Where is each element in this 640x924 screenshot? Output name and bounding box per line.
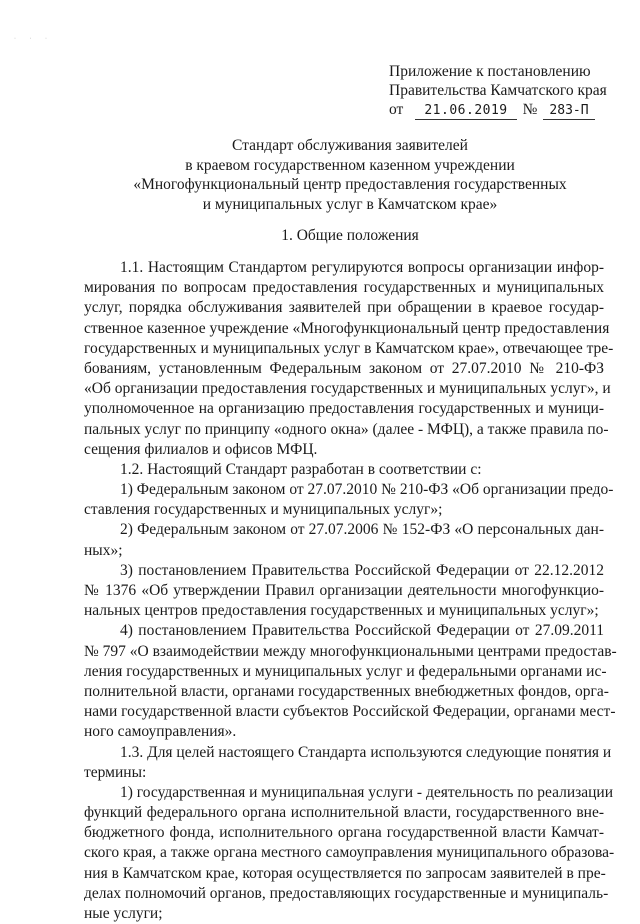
title-line-1: Стандарт обслуживания заявителей <box>232 137 468 154</box>
body-line: № 797 «О взаимодействии между многофункциональными центрами предостав- <box>84 642 617 660</box>
body-line: 4) постановлением Правительства Российской Федерации от 27.09.2011 <box>120 622 604 640</box>
body-line: государственных и муниципальных услуг в Камчатском крае», отвечающее тре- <box>84 339 614 357</box>
body-line: ных»; <box>84 541 123 559</box>
title-line-2: в краевом государственном казенном учреждении <box>185 156 515 174</box>
body-line: пальных услуг по принципу «одного окна» (далее - МФЦ), а также правила по- <box>84 420 609 438</box>
body-line: 1) государственная и муниципальная услуги - деятельность по реализации <box>120 783 614 801</box>
appendix-line-1: Приложение к постановлению <box>389 63 591 80</box>
body-line: нальных центров предоставления государственных и муниципальных услуг»; <box>84 602 599 620</box>
scan-artifact: · · · <box>14 36 53 42</box>
title-line-3: «Многофункциональный центр предоставления государственных <box>133 176 567 193</box>
body-line: уполномоченное на организацию предоставления государственных и муници- <box>84 400 604 418</box>
body-line: ского края, а также органа местного самоуправления муниципального образова- <box>84 844 615 862</box>
body-line: «Об организации предоставления государственных и муниципальных услуг», и <box>84 380 611 398</box>
body-line: ного самоуправления». <box>84 723 237 741</box>
title-line-4: и муниципальных услуг в Камчатском крае» <box>202 195 498 213</box>
body-line: термины: <box>84 763 147 781</box>
body-line: полнительной власти, органами государственных внебюджетных фондов, орга- <box>84 682 609 700</box>
date-prefix: от <box>389 101 404 118</box>
body-line: ставления государственных и муниципальных услуг»; <box>84 501 443 519</box>
body-line: 1.3. Для целей настоящего Стандарта используются следующие понятия и <box>120 743 612 761</box>
appendix-header <box>389 62 619 120</box>
number-value: 283-П <box>543 102 595 120</box>
section-heading: 1. Общие положения <box>281 227 419 244</box>
body-line: 3) постановлением Правительства Российской Федерации от 22.12.2012 <box>120 561 604 579</box>
body-line: 2) Федеральным законом от 27.07.2006 № 152-ФЗ «О персональных дан- <box>120 521 604 539</box>
body-line: бованиям, установленным Федеральным законом от 27.07.2010 № 210-ФЗ <box>84 359 604 377</box>
body-line: функций федерального органа исполнительной власти, государственного вне- <box>84 804 604 822</box>
body-line: ления государственных и муниципальных услуг и федеральными органами ис- <box>84 662 607 680</box>
body-line: сещения филиалов и офисов МФЦ. <box>84 440 318 458</box>
body-line: ния в Камчатском крае, которая осуществляется по запросам заявителей в пре- <box>84 864 606 882</box>
appendix-line-2: Правительства Камчатского края <box>389 82 607 99</box>
body-line: № 1376 «Об утверждении Правил организации деятельности многофункцио- <box>84 582 604 599</box>
number-prefix: № <box>522 101 538 118</box>
body-line: мирования по вопросам предоставления государственных и муниципальных <box>84 279 604 297</box>
document-title <box>60 136 640 214</box>
body-line: бюджетного фонда, исполнительного органа государственной власти Камчат- <box>84 824 604 842</box>
date-value: 21.06.2019 <box>415 102 517 120</box>
body-line: 1.2. Настоящий Стандарт разработан в соответствии с: <box>120 460 482 478</box>
body-line: 1.1. Настоящим Стандартом регулируются вопросы организации инфор- <box>120 259 604 276</box>
body-line: нами государственной власти субъектов Российской Федерации, органами мест- <box>84 703 616 721</box>
body-line: делах полномочий органов, предоставляющих государственные и муниципаль- <box>84 884 609 902</box>
body-text <box>84 258 617 924</box>
appendix-date-line <box>389 100 619 120</box>
body-line: ственное казенное учреждение «Многофункциональный центр предоставления <box>84 319 610 337</box>
body-line: 1) Федеральным законом от 27.07.2010 № 210-ФЗ «Об организации предо- <box>120 481 614 499</box>
body-line: услуг, порядка обслуживания заявителей при обращении в краевое государ- <box>84 299 604 317</box>
body-line: ные услуги; <box>84 905 163 922</box>
